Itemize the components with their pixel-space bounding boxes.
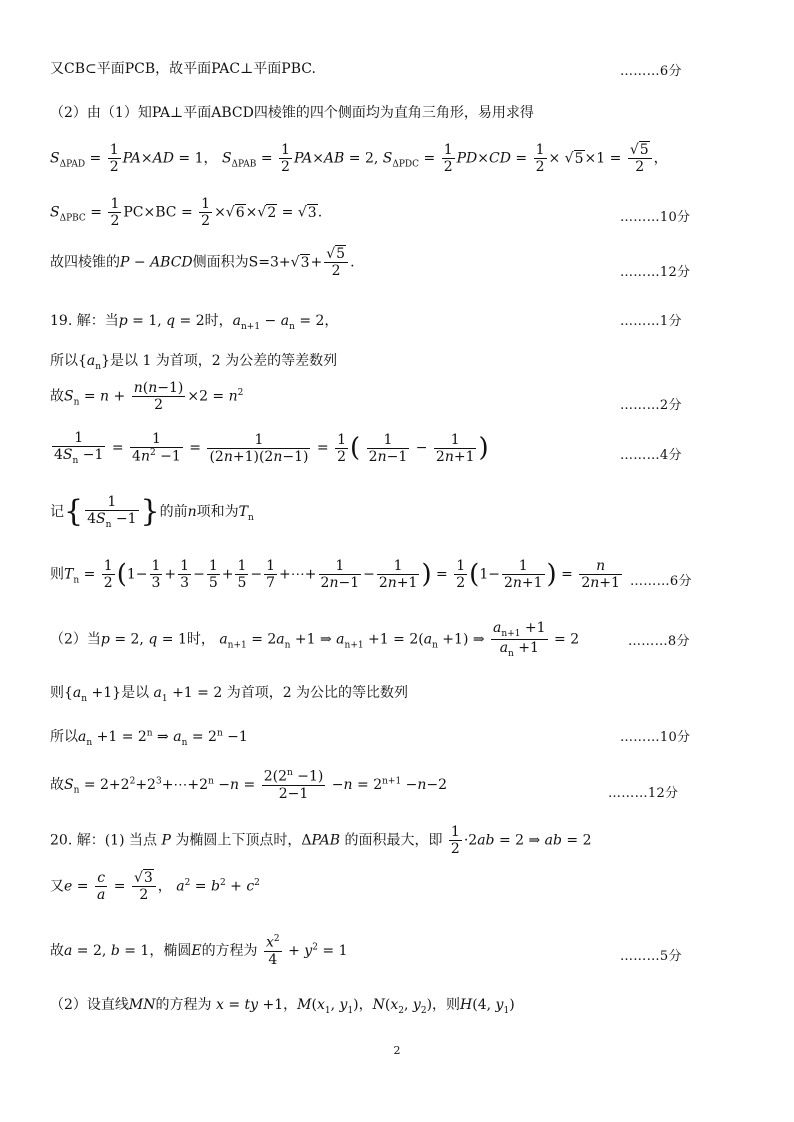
q19-geo: 则$\{a_n +1\}$是以 $a_1 +1 = 2$ 为首项，2 为公比的等比数列 [50, 685, 409, 704]
eq-word: 的方程为 [201, 942, 258, 959]
score-10: ………10分 [620, 210, 691, 225]
q19-tn: 则$T_n$ = $\frac{1}{2}$ (1− $\frac{1}{3}$ + $\frac{1}{3}$ − $\frac{1}{5}$ + $\frac{1}{5}$ − $\frac{1}{7}$ +⋯+ $\frac{1}{2n-1}$ − $\frac{1}{2n+1}$ ) = $\frac{1}{2}$ (1− $\frac{1}{2n+1}$ ) = $\frac{n}{2n+1}$ [50, 558, 620, 592]
arith-b: 是以 1 为首项，2 为公差的等差数列 [110, 353, 338, 369]
score-6: ………6分 [620, 64, 682, 79]
score-6b: ………6分 [630, 574, 692, 589]
q20p2-b: 的方程为 [155, 997, 212, 1013]
score-2: ………2分 [620, 398, 682, 413]
therefore-1: 故 [50, 388, 64, 405]
statement-lateral-faces: （2）由（1）知PA⊥平面ABCD四棱锥的四个侧面均为直角三角形，易用求得 [50, 105, 534, 121]
record-b: 的前 [159, 504, 188, 521]
hence: 故 [50, 942, 64, 959]
q19-an: 所以$a_n +1 = 2^n$ ⇒ $a_n = 2^n -1$ [50, 728, 248, 748]
q19-record: 记{ $\frac{1}{4S_n -1}$ }的前n项和为$T_n$ [50, 494, 254, 530]
so-1: 所以 [50, 729, 78, 745]
page-number: 2 [393, 1044, 401, 1057]
score-10b: ………10分 [620, 730, 691, 745]
q20-intro: 20. 解：(1) 当点 P 为椭圆上下顶点时，ΔPAB 的面积最大，即 $\frac{1}{2}$ ·2ab = 2 ⇒ ab = 2 [50, 824, 592, 858]
q19-intro: 19. 解：当p = 1, q = 2时，$a_{n+1} - a_n = 2$， [50, 313, 339, 332]
q19-arith: 所以$\{a_n\}$是以 1 为首项，2 为公差的等差数列 [50, 353, 338, 372]
score-12b: ………12分 [608, 786, 679, 801]
part2-b: 时， [186, 631, 215, 648]
geo-c: 为首项，2 为公比的等比数列 [226, 685, 409, 701]
q19-sum: 故$S_n = n$ + $\frac{n(n-1)}{2}$ $\times 2 = n^2$ [50, 380, 244, 414]
q20p2-c: ，则 [432, 997, 461, 1013]
score-5: ………5分 [620, 949, 682, 964]
geo-a: 则 [50, 685, 64, 701]
also: 又 [50, 878, 64, 895]
q19-part2: （2）当p = 2, q = 1时， $a_{n+1} = 2a_n +1$ ⇒ $a_{n+1} +1 = 2(a_n +1)$ ⇒ $\frac{a_{n+1} +1}{a_n +1}$ = 2 [50, 620, 580, 659]
q20p2-a: （2）设直线 [50, 997, 129, 1013]
record-c: 项和为 [196, 504, 239, 521]
then-1: 则 [50, 566, 64, 583]
text-line-2 [50, 102, 710, 122]
record-a: 记 [50, 504, 64, 521]
q20-eccentricity: 又e = $\frac{c}{a}$ = $\frac{√3}{2}$ ， $a^2 = b^2 + c^2$ [50, 870, 260, 904]
arith-a: 所以 [50, 353, 78, 369]
q20-ellipse-eq: 故a = 2, b = 1，椭圆E的方程为 $\frac{x^2}{4}$ + $y^2 = 1$ [50, 934, 348, 968]
part2-a: （2）当 [50, 631, 101, 648]
score-4: ………4分 [620, 448, 682, 463]
q20-c: 的面积最大，即 [344, 832, 443, 849]
q19-telescoping: $\frac{1}{4S_n -1}$ = $\frac{1}{4n^2 -1}$ = $\frac{1}{(2n+1)(2n-1)}$ = $\frac{1}{2}$ ( $\frac{1}{2n-1}$ − $\frac{1}{2n+1}$ ) [54, 430, 489, 466]
text-mid: 侧面积为 [192, 254, 249, 271]
q20-part2: （2）设直线MN的方程为 x = ty +1，$M(x_1$, $y_1$)，$N(x_2$, $y_2$)，则H(4, $y_1$) [50, 997, 515, 1016]
text-line-lateral-area: 故四棱锥的P − ABCD侧面积为S=3+√3+ $\frac{√5}{2}$ . [50, 246, 355, 280]
therefore-2: 故 [50, 776, 64, 793]
q20-a: 20. 解：(1) 当点 [50, 832, 157, 849]
q19-label: 19. 解：当 [50, 313, 119, 329]
score-8: ………8分 [628, 634, 690, 649]
formula-areas-1: $S_{\Delta PAD}$ = $\frac{1}{2}$ PA×AD = 1， $S_{\Delta PAB}$ = $\frac{1}{2}$ PA×AB = 2, $S_{\Delta PDC}$ = $\frac{1}{2}$ PD×CD = $\frac{1}{2}$ × √5×1 = $\frac{√5}{2}$ ， [50, 142, 668, 176]
q19-sn: 故$S_n$ = $2+2^2+2^3+\cdots+2^n -n$ = $\frac{2(2^n -1)}{2-1}$ $-n = 2^{n+1} -n-2$ [50, 768, 448, 802]
q19-when: 时， [204, 313, 233, 329]
text-prefix: 故四棱锥的 [50, 254, 120, 271]
score-1: ………1分 [620, 314, 682, 329]
statement-plane-perp: 又CB⊂平面PCB，故平面PAC⊥平面PBC. [50, 61, 316, 77]
geo-b: 是以 [121, 685, 150, 701]
ellipse-word: ，椭圆 [149, 942, 192, 959]
text-line-1 [50, 58, 710, 78]
formula-areas-2: $S_{\Delta PBC}$ = $\frac{1}{2}$ PC×BC = $\frac{1}{2}$ ×√6×√2 = √3. [50, 196, 323, 230]
score-12: ………12分 [620, 265, 691, 280]
q20-b: 为椭圆上下顶点时， [175, 832, 302, 849]
